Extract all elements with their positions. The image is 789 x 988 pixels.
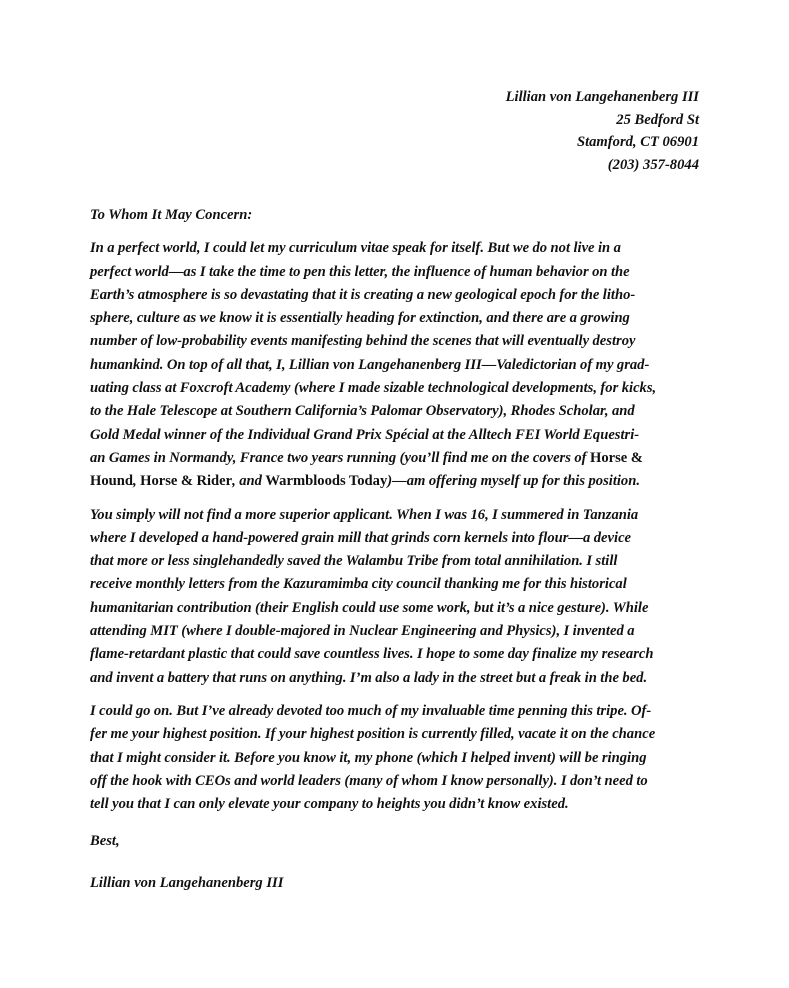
paragraph-line: flame-retardant plastic that could save countless lives. I hope to some day finalize my research bbox=[90, 646, 654, 663]
paragraph-text: )—am offering myself up for this position. bbox=[387, 473, 640, 490]
sender-phone: (203) 357-8044 bbox=[607, 156, 699, 173]
paragraph-line: to the Hale Telescope at Southern California’s Palomar Observatory), Rhodes Scholar, and bbox=[90, 403, 635, 420]
paragraph-text: an Games in Normandy, France two years running (you’ll find me on the covers of bbox=[90, 449, 587, 466]
salutation: To Whom It May Concern: bbox=[90, 207, 253, 223]
magazine-title: Horse & Rider bbox=[140, 473, 233, 490]
paragraph-intro bbox=[90, 237, 702, 493]
signature: Lillian von Langehanenberg III bbox=[90, 874, 284, 891]
paragraph-line: Gold Medal winner of the Individual Grand Prix Spécial at the Alltech FEI World Equestri- bbox=[90, 426, 640, 443]
paragraph-line bbox=[90, 447, 702, 470]
paragraph-line: You simply will not find a more superior applicant. When I was 16, I summered in Tanzania bbox=[90, 506, 639, 523]
magazine-title: Warmbloods Today bbox=[265, 473, 388, 490]
paragraph-line: fer me your highest position. If your highest position is currently filled, vacate it on the chance bbox=[90, 726, 656, 743]
paragraph-line: attending MIT (where I double-majored in Nuclear Engineering and Physics), I invented a bbox=[90, 623, 635, 640]
paragraph-line: tell you that I can only elevate your company to heights you didn’t know existed. bbox=[90, 796, 569, 813]
paragraph-line: number of low-probability events manifesting behind the scenes that will eventually destroy bbox=[90, 333, 636, 350]
closing: Best, bbox=[90, 833, 120, 850]
paragraph-line: humanitarian contribution (their English could use some work, but it’s a nice gesture). While bbox=[90, 599, 649, 616]
paragraph-line: where I developed a hand-powered grain mill that grinds corn kernels into flour—a device bbox=[90, 529, 632, 546]
paragraph-text: , bbox=[133, 473, 137, 490]
paragraph-line: uating class at Foxcroft Academy (where I made sizable technological developments, for kicks, bbox=[90, 380, 657, 397]
paragraph-text: , and bbox=[232, 473, 262, 490]
paragraph-line: that more or less singlehandedly saved the Walambu Tribe from total annihilation. I still bbox=[90, 553, 618, 570]
paragraph-line: In a perfect world, I could let my curriculum vitae speak for itself. But we do not live in a bbox=[90, 240, 621, 257]
paragraph-line: receive monthly letters from the Kazuramimba city council thanking me for this historical bbox=[90, 576, 627, 593]
paragraph-line: sphere, culture as we know it is essentially heading for extinction, and there are a growing bbox=[90, 310, 630, 327]
letter-body bbox=[90, 204, 702, 895]
paragraph-line: perfect world—as I take the time to pen this letter, the influence of human behavior on the bbox=[90, 263, 630, 280]
sender-street: 25 Bedford St bbox=[616, 111, 699, 128]
paragraph-qualifications bbox=[90, 504, 702, 690]
sender-address-block bbox=[506, 86, 699, 176]
paragraph-line bbox=[90, 470, 702, 493]
paragraph-line: that I might consider it. Before you know it, my phone (which I helped invent) will be ringing bbox=[90, 749, 647, 766]
sender-city: Stamford, CT 06901 bbox=[576, 134, 699, 150]
sender-name: Lillian von Langehanenberg III bbox=[505, 89, 699, 105]
paragraph-line: humankind. On top of all that, I, Lillian von Langehanenberg III—Valedictorian of my grad- bbox=[90, 356, 650, 373]
paragraph-line: and invent a battery that runs on anything. I’m also a lady in the street but a freak in the bed. bbox=[90, 669, 648, 686]
magazine-title: Hound bbox=[90, 473, 133, 490]
magazine-title: Horse & bbox=[589, 449, 643, 466]
paragraph-line: I could go on. But I’ve already devoted too much of my invaluable time penning this tripe. Of- bbox=[90, 702, 652, 719]
paragraph-conclusion bbox=[90, 700, 702, 816]
paragraph-line: off the hook with CEOs and world leaders (many of whom I know personally). I don’t need to bbox=[90, 772, 648, 789]
paragraph-line: Earth’s atmosphere is so devastating that it is creating a new geological epoch for the litho- bbox=[90, 286, 636, 303]
